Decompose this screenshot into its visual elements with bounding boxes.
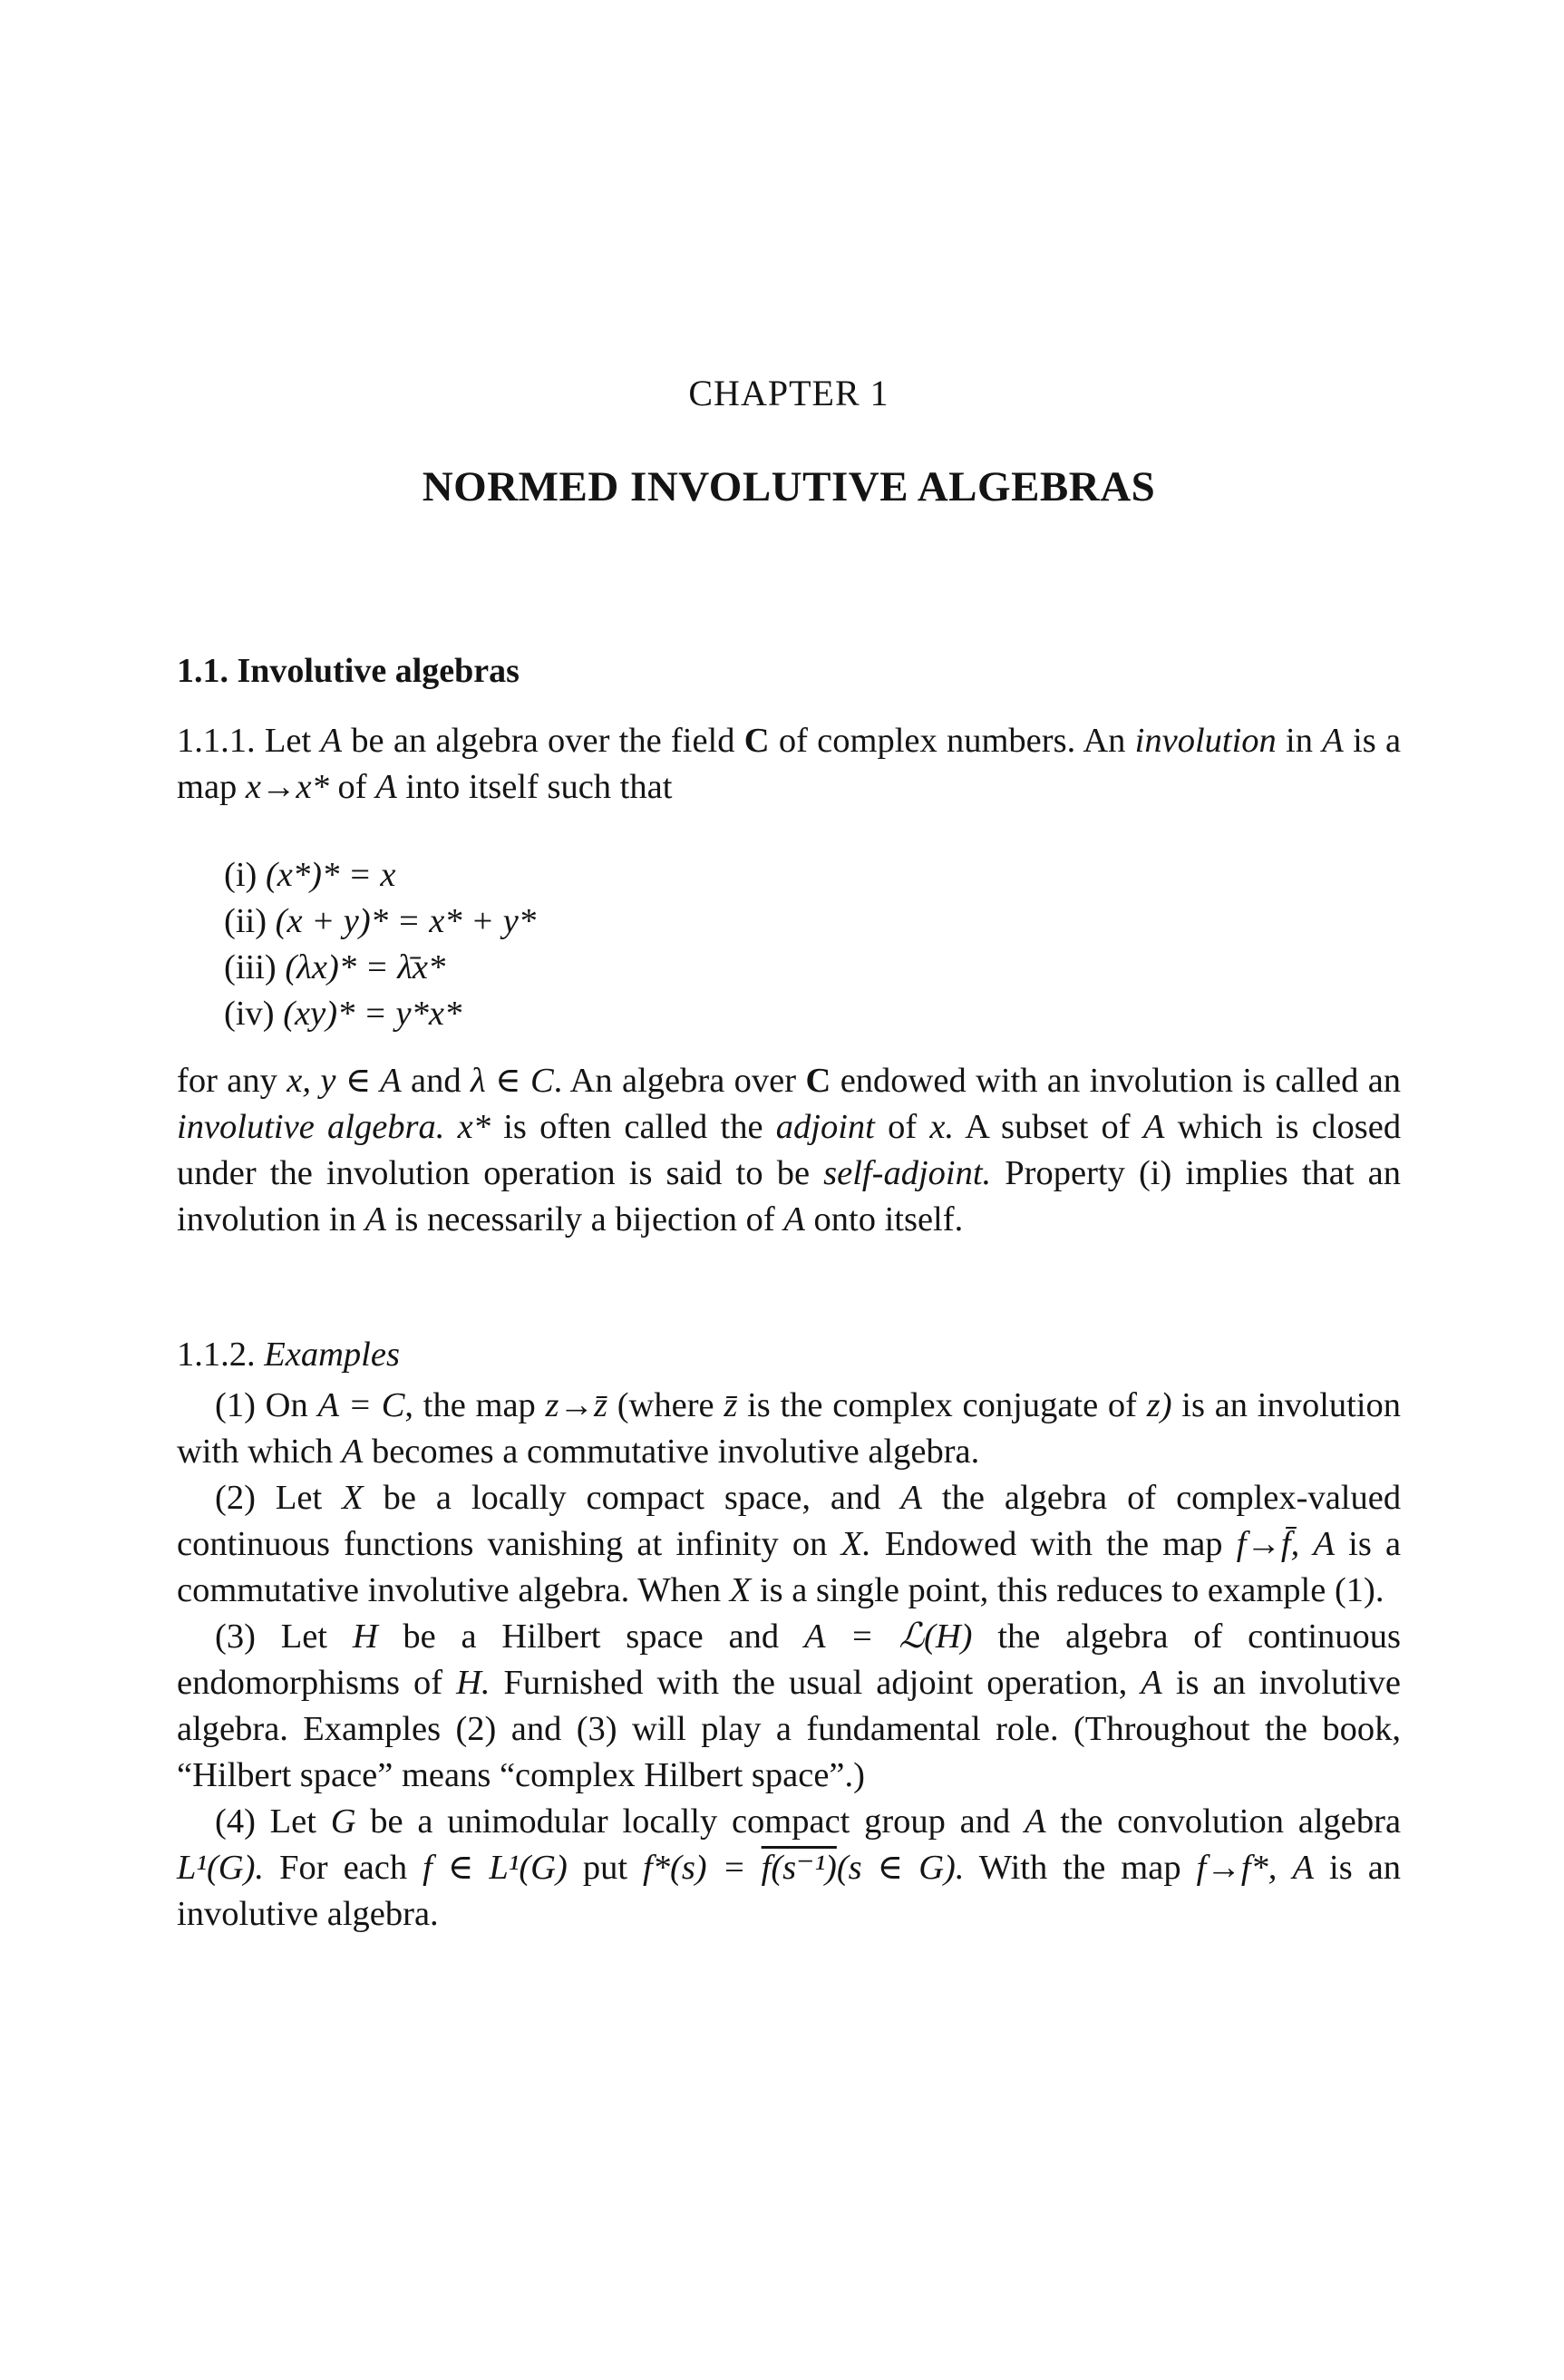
chapter-label: CHAPTER 1	[688, 373, 889, 413]
term-involution: involution	[1134, 722, 1277, 760]
examples-heading: 1.1.2. Examples	[177, 1336, 400, 1374]
term-adjoint: adjoint	[775, 1108, 875, 1146]
example-3: (3) Let H be a Hilbert space and A = ℒ(H) the algebra of continuous endomorphisms of H. Furnished with the usual adjoint operation, A is an involutive algebra. Examples (2) and (3) will play a fundamental role. (Throughout the book, “Hilbert space” means “complex Hilbert space”.)	[177, 1617, 1402, 1794]
term-involutive-algebra: involutive algebra.	[177, 1108, 445, 1146]
property-item: (i) (x*)* = x	[224, 856, 396, 894]
definition-paragraph: 1.1.1. Let A be an algebra over the field C of complex numbers. An involution in A is a map x→x* of A into itself such that	[177, 722, 1402, 806]
involution-properties	[224, 852, 536, 1037]
example-2: (2) Let X be a locally compact space, and A the algebra of complex-valued continuous functions vanishing at infinity on X. Endowed with the map f→f̄, A is a commutative involutive algebra. When X is a single point, this reduces to example (1).	[177, 1479, 1402, 1609]
chapter-title: NORMED INVOLUTIVE ALGEBRAS	[422, 463, 1156, 510]
property-item: (iii) (λx)* = λ̄x*	[224, 948, 446, 986]
example-4: (4) Let G be a unimodular locally compact group and A the convolution algebra L¹(G). For each f ∈ L¹(G) put f*(s) = f(s⁻¹)(s ∈ G). With the map f→f*, A is an involutive algebra.	[177, 1802, 1402, 1933]
term-self-adjoint: self-adjoint.	[823, 1154, 992, 1192]
involutive-algebra-paragraph: for any x, y ∈ A and λ ∈ C. An algebra over C endowed with an involution is called an involutive algebra. x* is often called the adjoint of x. A subset of A which is closed under the involution operation is said to be self-adjoint. Property (i) implies that an involution in A is necessarily a bijection of A onto itself.	[177, 1062, 1402, 1239]
example-1: (1) On A = C, the map z→z̄ (where z̄ is the complex conjugate of z) is an involution with which A becomes a commutative involutive algebra.	[177, 1386, 1402, 1471]
property-item: (iv) (xy)* = y*x*	[224, 995, 462, 1033]
examples-list	[177, 1383, 1401, 1938]
section-heading: 1.1. Involutive algebras	[177, 652, 520, 690]
property-item: (ii) (x + y)* = x* + y*	[224, 902, 537, 940]
